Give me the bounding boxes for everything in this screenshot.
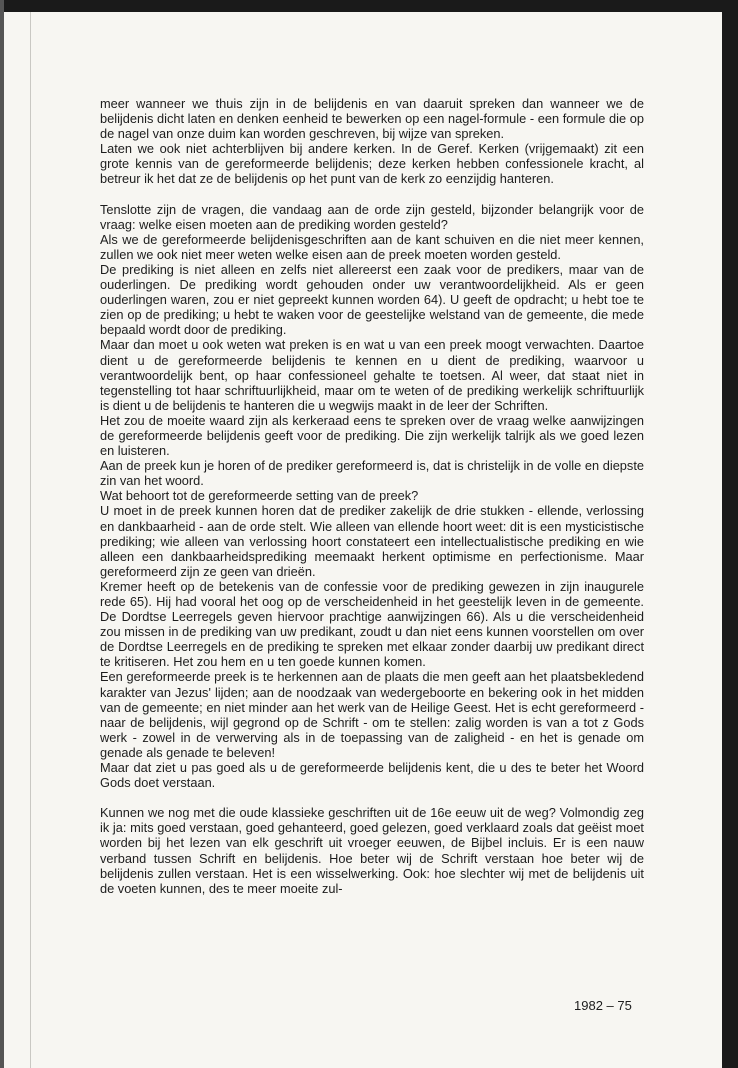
paragraph-gap — [100, 187, 644, 202]
scan-border-right — [722, 0, 738, 1068]
paragraph: Kunnen we nog met die oude klassieke geschriften uit de 16e eeuw uit de weg? Volmondig zeg ik ja: mits goed verstaan, goed gehanteerd, goed gelezen, goed verklaard zoals dat geëist moet worden bij het lezen van elk geschrift uit vroeger eeuwen, de Bijbel incluis. Er is een nauw verband tussen Schrift en belijdenis. Hoe beter wij de Schrift verstaan hoe beter wij de belijdenis zullen verstaan. Het is een wisselwerking. Ook: hoe slechter wij met de belijdenis uit de voeten kunnen, des te meer moeite zul- — [100, 805, 644, 896]
body-text — [100, 96, 644, 896]
paragraph: U moet in de preek kunnen horen dat de prediker zakelijk de drie stukken - ellende, verlossing en dankbaarheid - aan de orde stelt. Wie alleen van ellende hoort weet: dit is een mysticistische prediking; wie alleen van verlossing hoort constateert een intellectualistische prediking en wie alleen een dankbaarheidsprediking meemaakt herkent optimisme en perfectionisme. Maar gereformeerd zijn ze geen van drieën. — [100, 503, 644, 579]
page-number: 1982 – 75 — [574, 998, 632, 1013]
paragraph: Kremer heeft op de betekenis van de confessie voor de prediking gewezen in zijn inaugurele rede 65). Hij had vooral het oog op de verscheidenheid in het geestelijk leven in de gemeente. De Dordtse Leerregels geven hiervoor prachtige aanwijzingen 66). Als u die verscheidenheid zou missen in de prediking van uw predikant, zoudt u dan niet eens kunnen voorstellen om over de Dordtse Leerregels en de prediking te spreken met elkaar zonder daarbij uw predikant direct te kritiseren. Het zou hem en u ten goede kunnen komen. — [100, 578, 644, 670]
paragraph: meer wanneer we thuis zijn in de belijdenis en van daaruit spreken dan wanneer we de belijdenis dicht laten en denken eenheid te bewerken op een nagel-formule - een formule die op de nagel van onze duim kan worden geschreven, bij wijze van spreken. — [100, 96, 644, 142]
paragraph: Het zou de moeite waard zijn als kerkeraad eens te spreken over de vraag welke aanwijzingen de gereformeerde belijdenis geeft voor de prediking. Die zijn werkelijk talrijk als we goed lezen en luisteren. — [100, 412, 644, 459]
binding-fold-line — [30, 12, 31, 1068]
paragraph: Maar dan moet u ook weten wat preken is en wat u van een preek moogt verwachten. Daartoe dient u de gereformeerde belijdenis te kennen en u dient de prediking, waarvoor u verantwoordelijk bent, op haar confessioneel gehalte te toetsen. Al weer, dat staat niet in tegenstelling tot haar schriftuurlijkheid, maar om te weten of de prediking werkelijk schriftuurlijk is dient u de belijdenis te hanteren die u wegwijs maakt in de leer der Schriften. — [100, 337, 644, 413]
paragraph-gap — [100, 790, 644, 805]
scan-border-top — [0, 0, 738, 12]
paragraph: Aan de preek kun je horen of de prediker gereformeerd is, dat is christelijk in de volle en diepste zin van het woord. — [100, 458, 644, 489]
paragraph: Maar dat ziet u pas goed als u de gereformeerde belijdenis kent, die u des te beter het Woord Gods doet verstaan. — [100, 760, 644, 791]
paragraph: Een gereformeerde preek is te herkennen aan de plaats die men geeft aan het plaatsbekledend karakter van Jezus' lijden; aan de noodzaak van wedergeboorte en bekering ook in het midden van de gemeente; en niet minder aan het werk van de Heilige Geest. Het is echt gereformeerd - naar de belijdenis, wijl gegrond op de Schrift - om te stellen: zalig worden is van a tot z Gods werk - zowel in de verwerving als in de toepassing van de zaligheid - en het is genade om genade als genade te beleven! — [100, 669, 644, 760]
paragraph: Wat behoort tot de gereformeerde setting van de preek? — [100, 488, 419, 504]
paragraph: Tenslotte zijn de vragen, die vandaag aan de orde zijn gesteld, bijzonder belangrijk voor de vraag: welke eisen moeten aan de prediking worden gesteld? — [100, 201, 644, 232]
paragraph: Laten we ook niet achterblijven bij andere kerken. In de Geref. Kerken (vrijgemaakt) zit een grote kennis van de gereformeerde belijdenis; deze kerken hebben confessionele kracht, al betreur ik het dat ze de belijdenis op het punt van de kerk zo eenzijdig hanteren. — [100, 141, 644, 187]
paragraph: Als we de gereformeerde belijdenisgeschriften aan de kant schuiven en die niet meer kennen, zullen we ook niet meer weten welke eisen aan de preek moeten worden gesteld. — [100, 231, 644, 262]
paragraph: De prediking is niet alleen en zelfs niet allereerst een zaak voor de predikers, maar van de ouderlingen. De prediking wordt gehouden onder uw verantwoordelijkheid. Als er geen ouderlingen waren, zou er niet gepreekt kunnen worden 64). U geeft de opdracht; u hebt toe te zien op de prediking; u hebt te waken voor de geestelijke welstand van de gemeente, die mede bepaald wordt door de prediking. — [100, 261, 644, 338]
